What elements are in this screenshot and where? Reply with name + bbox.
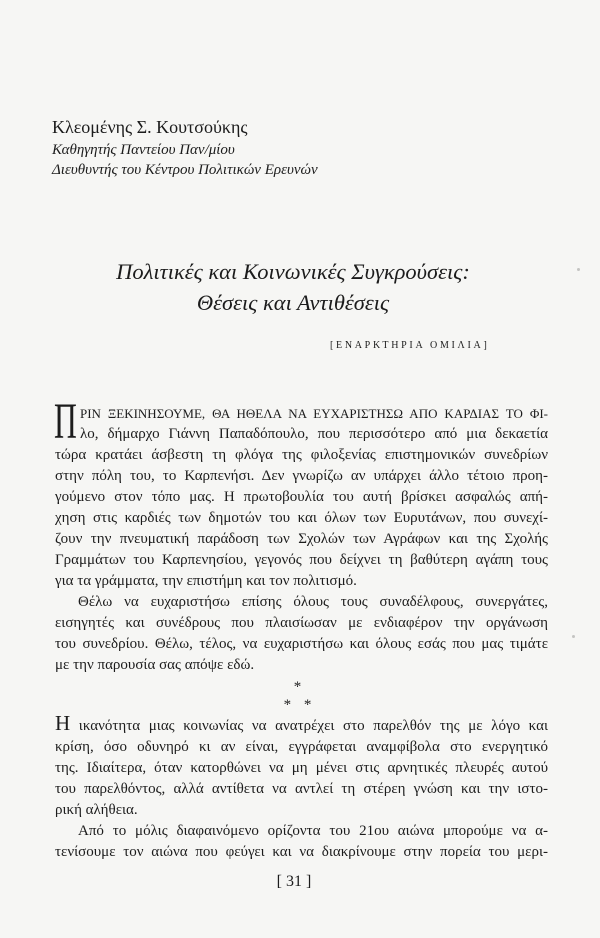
asterism-bottom: * * [283, 697, 312, 713]
text-line: ζουν την πνευματική παράδοση των Σχολών των Αγράφων και της Σχολής [55, 531, 548, 547]
drop-cap: Π [54, 394, 77, 450]
body-text [54, 394, 548, 863]
text-line: Γραμμάτων του Καρπενησίου, γεγονός που δείχνει τη βαθύτερη αγάπη τους [55, 552, 548, 568]
author-name: Κλεομένης Σ. Κουτσούκης [52, 117, 248, 137]
paragraph [55, 711, 548, 821]
text-line: με την παρουσία σας απόψε εδώ. [55, 657, 255, 673]
asterism-top: * [293, 679, 302, 695]
text-line: Θέλω να ευχαριστήσω επίσης όλους τους συναδέλφους, συνεργάτες, [78, 594, 548, 610]
text-line: στην πόλη του, το Καρπενήσι. Δεν γνωρίζω αν υπάρχει άλλο τέτοιο προη- [55, 468, 548, 484]
text-line: ρική αλήθεια. [55, 802, 138, 818]
author-affiliation: Καθηγητής Παντείου Παν/μίου [52, 142, 235, 158]
author-affiliation: Διευθυντής του Κέντρου Πολιτικών Ερευνών [52, 162, 318, 178]
initial-letter: Η [55, 711, 71, 735]
scan-speck [572, 635, 575, 638]
text-line: κρίση, όσο οδυνηρό κι αν είναι, εγγράφεται αναμφίβολα στο ενεργητικό [55, 739, 548, 755]
text-line: εισηγητές και συνέδρους που πλαισίωσαν με ενδιαφέρον την οργάνωση [55, 615, 548, 631]
paragraph [54, 394, 548, 592]
page-subtitle: Θέσεις και Αντιθέσεις [196, 290, 390, 315]
text-line-rest: ικανότητα μιας κοινωνίας να ανατρέχει στο παρελθόν της με λόγο και [70, 718, 548, 734]
text-line: γούμενο στον τόπο μας. Η πρωτοβουλία του αυτή βρίσκει ασφαλώς απή- [55, 489, 548, 505]
text-line: Από το μόλις διαφαινόμενο ορίζοντα του 21ου αιώνα μπορούμε να α- [78, 823, 548, 839]
text-line: για τα γράμματα, την επιστήμη και τον πολιτισμό. [55, 573, 357, 589]
text-line [55, 711, 548, 737]
paragraph [55, 821, 548, 863]
text-line: της. Ιδιαίτερα, όταν κατορθώνει να μη μένει στις αρνητικές πλευρές αυτού [55, 760, 548, 776]
text-line: τώρα κρατάει άσβεστη τη φλόγα της φιλοξενίας επιστημονικών συνεδρίων [55, 447, 548, 463]
paragraph [55, 592, 548, 676]
scan-speck [577, 268, 580, 271]
text-line: του συνεδρίου. Θέλω, τέλος, να ευχαριστήσω και όλους εσάς που μας τιμάτε [55, 636, 548, 652]
section-label: [ΕΝΑΡΚΤΗΡΙΑ ΟΜΙΛΙΑ] [330, 340, 490, 351]
text-line: χηση στις καρδιές των δημοτών του και όλων των Ευρυτάνων, που συνεχί- [55, 510, 548, 526]
page-number: [ 31 ] [276, 873, 312, 890]
page-title: Πολιτικές και Κοινωνικές Συγκρούσεις: [116, 259, 470, 284]
text-line: λο, δήμαρχο Γιάννη Παπαδόπουλο, που περισσότερο από μια δεκαετία [80, 426, 548, 442]
text-line: του παρελθόντος, αλλά αντίθετα να αντλεί τη στέρεη γνώση και την ιστο- [55, 781, 548, 797]
text-line: τενίσουμε τον αιώνα που φεύγει και να διακρίνουμε στην πορεία του μερι- [55, 844, 548, 860]
text-line: ΡΙΝ ΞΕΚΙΝΗΣΟΥΜΕ, ΘΑ ΗΘΕΛΑ ΝΑ ΕΥΧΑΡΙΣΤΗΣΩ ΑΠΟ ΚΑΡΔΙΑΣ ΤΟ ΦΙ- [80, 406, 548, 421]
